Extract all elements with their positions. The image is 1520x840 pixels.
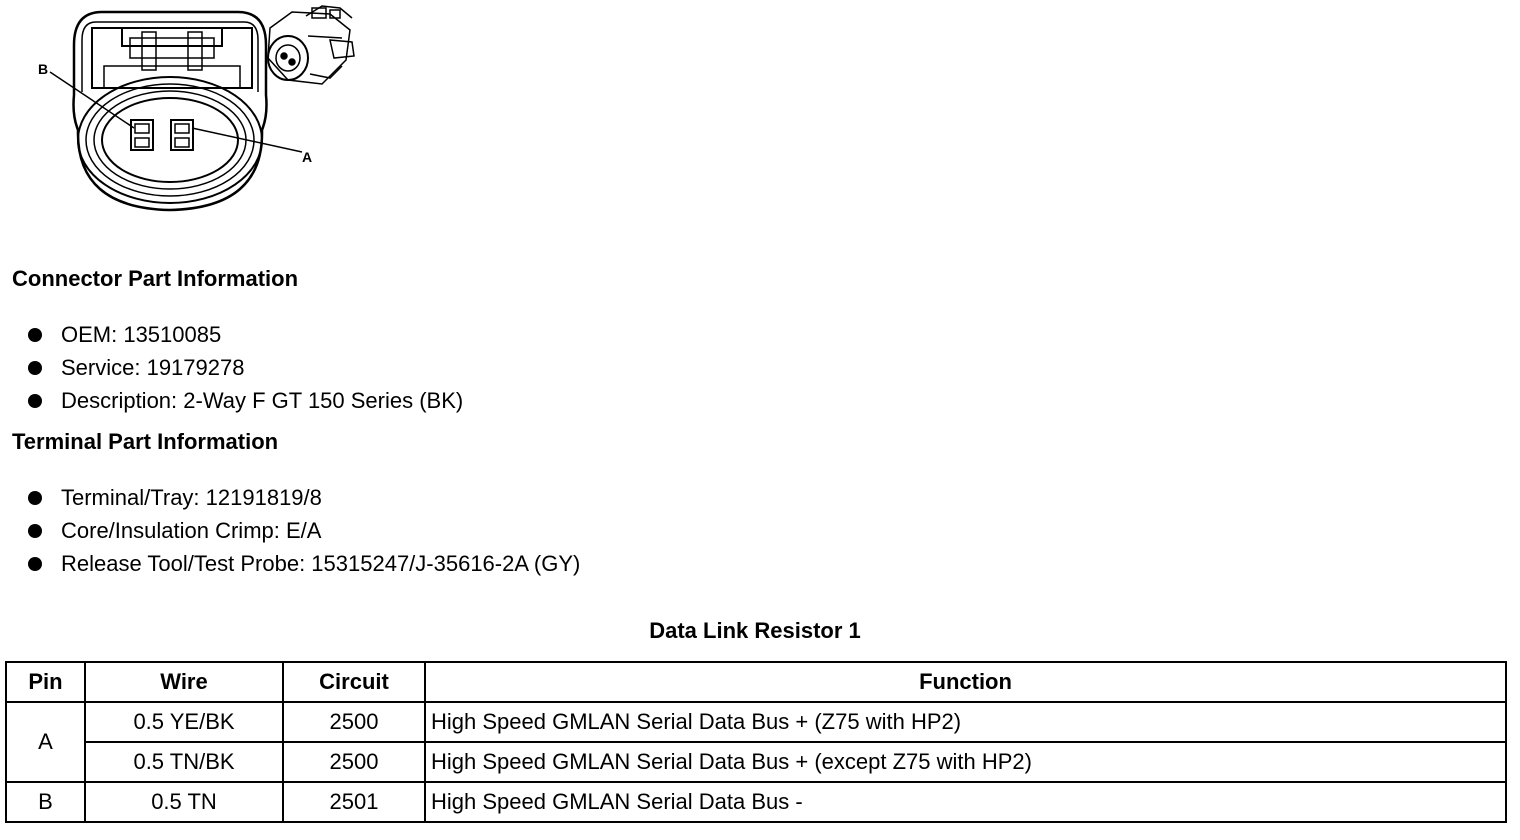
connector-part-list	[26, 318, 463, 417]
pin-cell: B	[6, 782, 85, 822]
circuit-cell: 2500	[283, 742, 425, 782]
list-item	[26, 318, 463, 351]
table-header-row	[6, 662, 1506, 702]
table-row	[6, 742, 1506, 782]
connector-diagram	[30, 0, 390, 220]
terminal-part-list	[26, 481, 580, 580]
header-function: Function	[425, 662, 1506, 702]
wire-cell: 0.5 TN/BK	[85, 742, 283, 782]
list-item-text: Description: 2-Way F GT 150 Series (BK)	[61, 388, 464, 413]
bullet-icon	[28, 394, 42, 408]
list-item-text: OEM: 13510085	[61, 322, 222, 347]
table-row	[6, 782, 1506, 822]
table-row	[6, 702, 1506, 742]
list-item	[26, 547, 580, 580]
header-wire: Wire	[85, 662, 283, 702]
connector-3d-icon	[268, 6, 354, 84]
list-item	[26, 384, 463, 417]
bullet-icon	[28, 328, 42, 342]
function-cell: High Speed GMLAN Serial Data Bus + (except Z75 with HP2)	[425, 742, 1506, 782]
header-circuit: Circuit	[283, 662, 425, 702]
list-item-text: Core/Insulation Crimp: E/A	[61, 518, 322, 543]
list-item	[26, 514, 580, 547]
circuit-cell: 2500	[283, 702, 425, 742]
list-item	[26, 351, 463, 384]
pin-cell: A	[6, 702, 85, 782]
bullet-icon	[28, 524, 42, 538]
function-cell: High Speed GMLAN Serial Data Bus -	[425, 782, 1506, 822]
table-title: Data Link Resistor 1	[649, 618, 861, 643]
list-item-text: Release Tool/Test Probe: 15315247/J-35616-2A (GY)	[61, 551, 581, 576]
list-item-text: Service: 19179278	[61, 355, 245, 380]
connector-part-heading: Connector Part Information	[12, 266, 299, 291]
terminal-part-heading: Terminal Part Information	[12, 429, 279, 454]
bullet-icon	[28, 491, 42, 505]
function-cell: High Speed GMLAN Serial Data Bus + (Z75 with HP2)	[425, 702, 1506, 742]
connector-face-icon	[50, 12, 302, 210]
wire-cell: 0.5 YE/BK	[85, 702, 283, 742]
list-item	[26, 481, 580, 514]
header-pin: Pin	[6, 662, 85, 702]
callout-b: B	[38, 61, 49, 77]
pinout-table	[5, 661, 1507, 823]
wire-cell: 0.5 TN	[85, 782, 283, 822]
circuit-cell: 2501	[283, 782, 425, 822]
callout-a: A	[302, 149, 313, 165]
list-item-text: Terminal/Tray: 12191819/8	[61, 485, 322, 510]
bullet-icon	[28, 361, 42, 375]
bullet-icon	[28, 557, 42, 571]
